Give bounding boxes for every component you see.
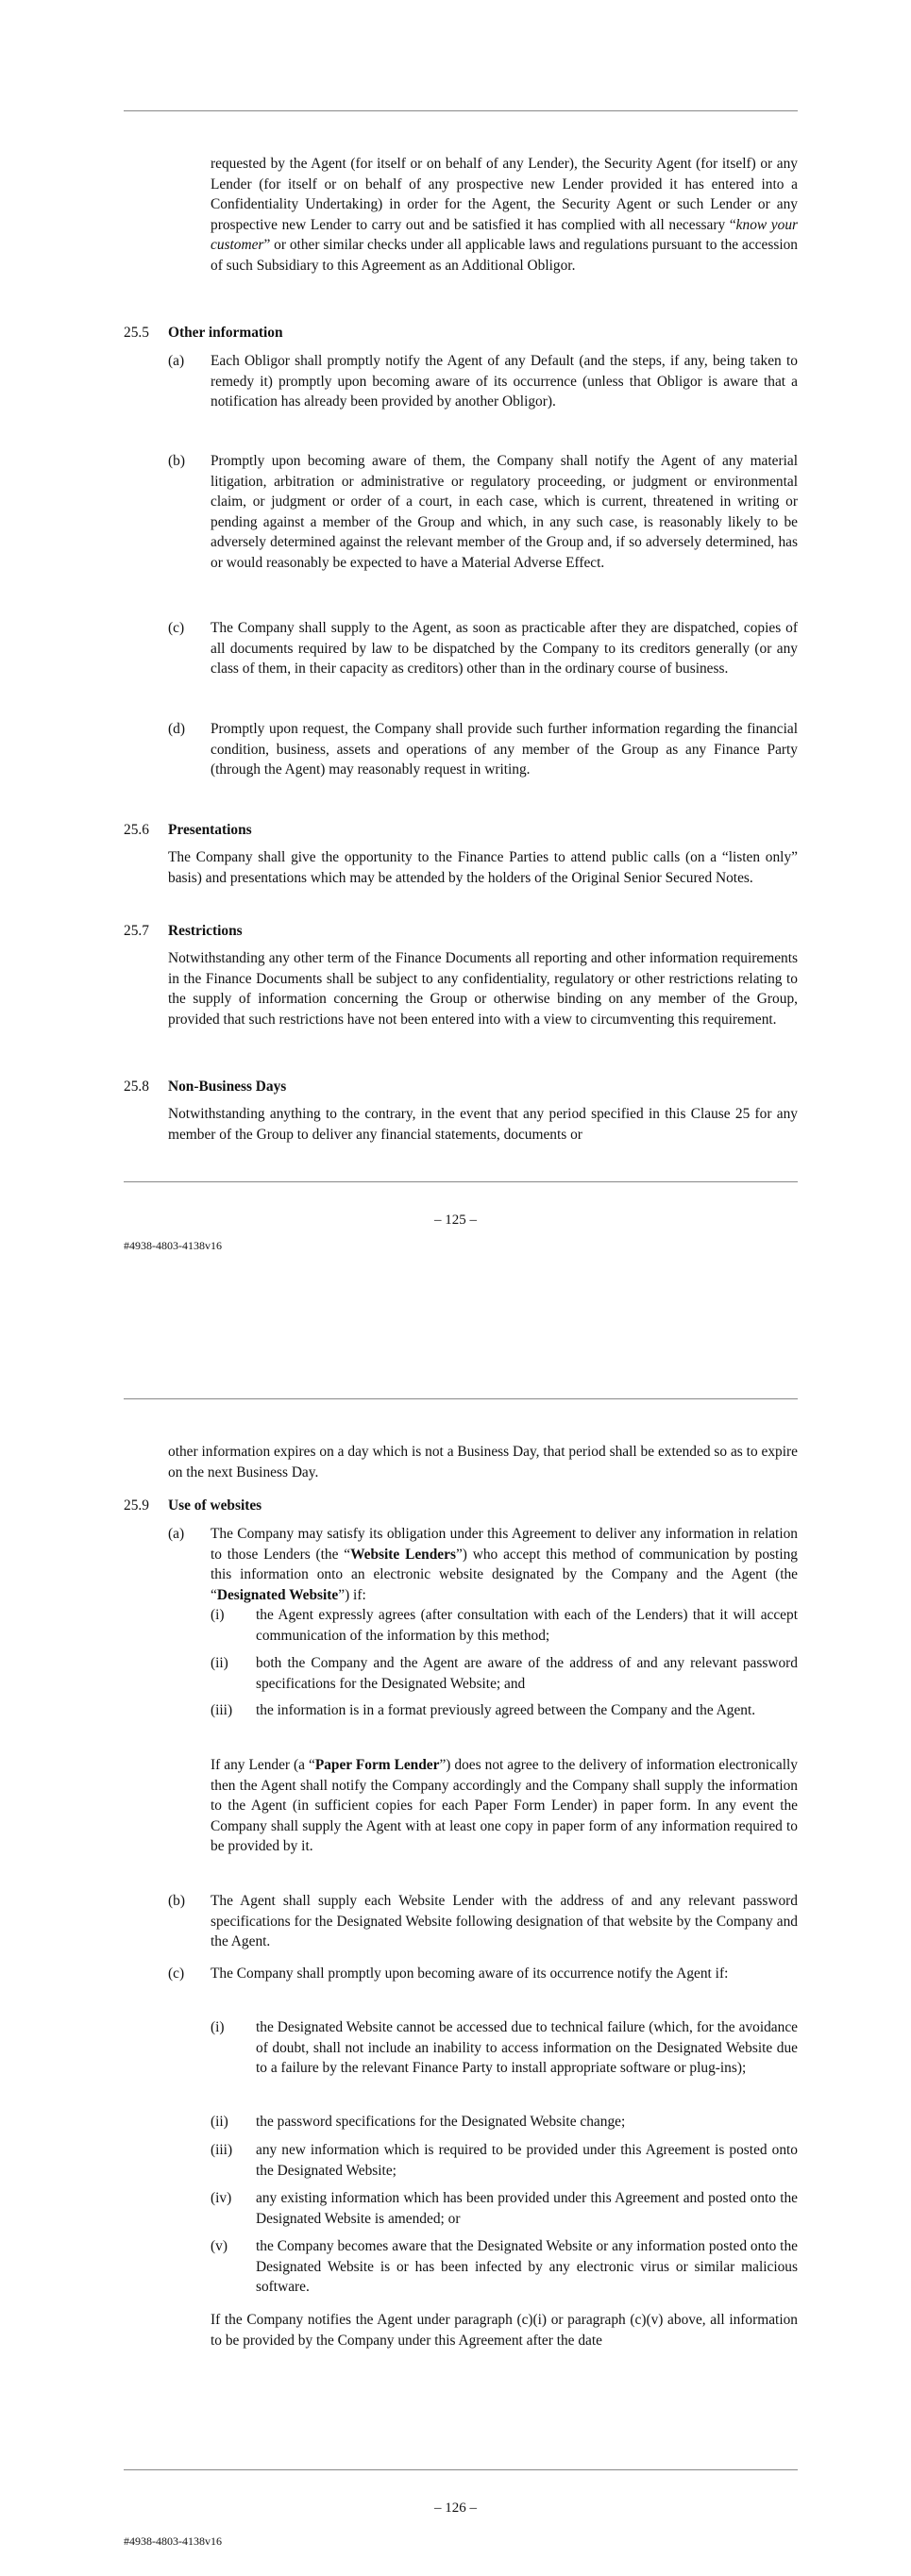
header-rule	[124, 1398, 798, 1399]
item-label: (d)	[168, 721, 185, 737]
list-item: Each Obligor shall promptly notify the Agent of any Default (and the steps, if any, being taken to remedy it) promptly upon becoming aware of its occurrence (unless that Obligor is aware that a notification has already been provided by another Obligor).	[211, 353, 798, 410]
subitem: the Company becomes aware that the Designated Website or any information posted onto the Designated Website is or has been infected by any electronic virus or similar malicious software.	[256, 2238, 798, 2295]
subitem-label: (v)	[211, 2238, 228, 2254]
section-paragraph: The Company shall give the opportunity to the Finance Parties to attend public calls (on a “listen only” basis) and presentations which may be attended by the holders of the Original Senior Secured Notes.	[168, 849, 798, 886]
page-number: – 125 –	[434, 1213, 477, 1228]
subitem-label: (iii)	[211, 1702, 233, 1718]
closing-paragraph: If the Company notifies the Agent under paragraph (c)(i) or paragraph (c)(v) above, all information to be provided by the Company under this Agreement after the date	[211, 2312, 798, 2349]
footer-rule	[124, 2469, 798, 2470]
subitem: the password specifications for the Designated Website change;	[256, 2114, 626, 2130]
list-item: The Company shall supply to the Agent, as soon as practicable after they are dispatched, copies of all documents required by law to be dispatched by the Company to its creditors generally (or any class of them, in their capacity as creditors) other than in the ordinary course of business.	[211, 620, 798, 677]
item-label: (b)	[168, 1893, 185, 1909]
subitem: the Designated Website cannot be accessed due to technical failure (which, for the avoidance of doubt, shall not include an inability to access information on the Designated Website due to a failure by the relevant Finance Party to install appropriate software or plug-ins);	[256, 2019, 798, 2076]
section-heading: Presentations	[168, 822, 252, 838]
header-rule	[124, 110, 798, 111]
subitem-label: (iii)	[211, 2142, 233, 2158]
section-heading: Other information	[168, 325, 283, 341]
subitem: any new information which is required to be provided under this Agreement is posted onto the Designated Website;	[256, 2142, 798, 2179]
section-heading: Restrictions	[168, 923, 243, 939]
section-number: 25.6	[124, 822, 149, 838]
item-label: (c)	[168, 1965, 185, 1982]
section-number: 25.7	[124, 923, 149, 939]
list-item: The Agent shall supply each Website Lender with the address of and any relevant password specifications for the Designated Website following designation of that website by the Company and the Agent.	[211, 1893, 798, 1949]
subitem-label: (ii)	[211, 1655, 228, 1671]
subitem-label: (iv)	[211, 2190, 232, 2206]
section-paragraph: Notwithstanding anything to the contrary, in the event that any period specified in this Clause 25 for any member of the Group to deliver any financial statements, documents or	[168, 1106, 798, 1143]
intro-paragraph: requested by the Agent (for itself or on behalf of any Lender), the Security Agent (for itself) or any Lender (for itself or on behalf of any prospective new Lender provided it has entered into a Confidentiality Undertaking) in order for the Agent, the Security Agent or such Lender or any prospective new Lender to carry out and be satisfied it has complied with all necessary “know your customer” or other similar checks under all applicable laws and regulations pursuant to the accession of such Subsidiary to this Agreement as an Additional Obligor.	[211, 156, 799, 274]
subitem-label: (i)	[211, 2019, 225, 2035]
item-label: (a)	[168, 1526, 185, 1542]
document-id: #4938-4803-4138v16	[124, 1239, 222, 1252]
subitem-label: (ii)	[211, 2114, 228, 2130]
paper-form-paragraph: If any Lender (a “Paper Form Lender”) does not agree to the delivery of information electronically then the Agent shall notify the Company accordingly and the Company shall supply the information to the Agent (in sufficient copies for each Paper Form Lender) in paper form. In any event the Company shall supply the Agent with at least one copy in paper form of any information required to be provided by it.	[211, 1757, 798, 1854]
document-id: #4938-4803-4138v16	[124, 2534, 222, 2548]
section-heading: Use of websites	[168, 1497, 262, 1514]
footer-rule	[124, 1181, 798, 1182]
item-label: (a)	[168, 353, 185, 369]
continuation-paragraph: other information expires on a day which is not a Business Day, that period shall be extended so as to expire on the next Business Day.	[168, 1444, 798, 1480]
subitem: both the Company and the Agent are aware of the address of and any relevant password specifications for the Designated Website; and	[256, 1655, 798, 1692]
section-number: 25.8	[124, 1079, 149, 1095]
list-item: Promptly upon request, the Company shall provide such further information regarding the financial condition, business, assets and operations of any member of the Group as any Finance Party (through the Agent) may reasonably request in writing.	[211, 721, 798, 778]
subitem: the Agent expressly agrees (after consultation with each of the Lenders) that it will accept communication of the information by this method;	[256, 1607, 798, 1644]
item-label: (b)	[168, 453, 185, 469]
list-item: The Company may satisfy its obligation under this Agreement to deliver any information in relation to those Lenders (the “Website Lenders”) who accept this method of communication by posting this information onto an electronic website designated by the Company and the Agent (the “Designated Website”) if:	[211, 1526, 798, 1603]
section-paragraph: Notwithstanding any other term of the Finance Documents all reporting and other information requirements in the Finance Documents shall be subject to any confidentiality, regulatory or other restrictions relating to the supply of information concerning the Group or otherwise binding on any member of the Group, provided that such restrictions have not been entered into with a view to circumventing this requirement.	[168, 950, 798, 1028]
list-item: The Company shall promptly upon becoming aware of its occurrence notify the Agent if:	[211, 1965, 729, 1982]
item-label: (c)	[168, 620, 185, 636]
subitem-label: (i)	[211, 1607, 225, 1623]
subitem: the information is in a format previously agreed between the Company and the Agent.	[256, 1702, 756, 1718]
page-number: – 126 –	[434, 2501, 477, 2516]
list-item: Promptly upon becoming aware of them, the Company shall notify the Agent of any material litigation, arbitration or administrative or regulatory proceeding, or judgment or environmental claim, or judgment or order of a court, in each case, which is current, threatened in writing or pending against a member of the Group and which, in any such case, is reasonably likely to be adversely determined against the relevant member of the Group and, if so adversely determined, has or would reasonably be expected to have a Material Adverse Effect.	[211, 453, 798, 571]
section-number: 25.9	[124, 1497, 149, 1514]
section-number: 25.5	[124, 325, 149, 341]
page-126	[0, 1288, 911, 2576]
subitem: any existing information which has been provided under this Agreement and posted onto the Designated Website is amended; or	[256, 2190, 798, 2227]
section-heading: Non-Business Days	[168, 1079, 287, 1095]
